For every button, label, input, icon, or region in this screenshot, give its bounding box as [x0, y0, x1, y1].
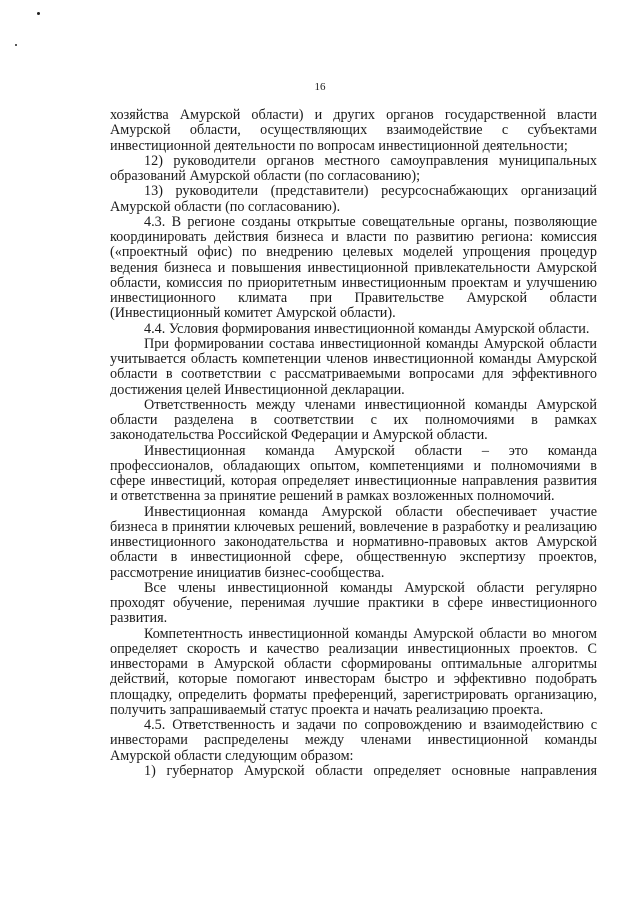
paragraph-continuation: хозяйства Амурской области) и других органов государственной власти Амурской области, осуществляющих взаимодействие с субъектами инвестиционной деятельности по вопросам инвестиционной деятельности;: [110, 107, 597, 154]
section-4-5: 4.5. Ответственность и задачи по сопровождению и взаимодействию с инвесторами распределены между членами инвестиционной команды Амурской области следующим образом:: [110, 717, 597, 764]
paragraph: Инвестиционная команда Амурской области – это команда профессионалов, обладающих опытом, компетенциями и полномочиями в сфере инвестиций, которая определяет инвестиционные направления развития и ответственна за принятие решений в рамках возложенных полномочий.: [110, 442, 597, 505]
paragraph: Все члены инвестиционной команды Амурской области регулярно проходят обучение, перенимая лучшие практики в сфере инвестиционного развития.: [110, 579, 597, 627]
paragraph: Инвестиционная команда Амурской области обеспечивает участие бизнеса в принятии ключевых решений, вовлечение в разработку и реализацию инвестиционного законодательства и нормативно-правовых актов Амурской области в инвестиционной сфере, общественную экспертизу проектов, рассмотрение инициатив бизнес-сообщества.: [110, 503, 597, 581]
list-item-12: 12) руководители органов местного самоуправления муниципальных образований Амурской области (по согласованию);: [110, 152, 597, 184]
section-4-3: 4.3. В регионе созданы открытые совещательные органы, позволяющие координировать действия бизнеса и власти по развитию региона: комиссия («проектный офис) по внедрению целевых моделей упрощения процедур ведения бизнеса и повышения инвестиционной привлекательности Амурской области, комиссия по приоритетным инвестиционным проектам и улучшению инвестиционного климата при Правительстве Амурской области (Инвестиционный комитет Амурской области).: [110, 213, 597, 322]
list-item-1: 1) губернатор Амурской области определяет основные направления: [144, 762, 597, 779]
paragraph: Компетентность инвестиционной команды Амурской области во многом определяет скорость и качество реализации инвестиционных проектов. С инвесторами в Амурской области сформированы оптимальные алгоритмы действий, которые помогают инвесторам быстро и эффективно подобрать площадку, определить форматы преференций, зарегистрировать организацию, получить запрашиваемый статус проекта и начать реализацию проекта.: [110, 625, 597, 718]
scan-speck: [37, 12, 40, 15]
scan-speck: [15, 44, 17, 46]
list-item-13: 13) руководители (представители) ресурсоснабжающих организаций Амурской области (по согласованию).: [110, 183, 597, 215]
section-4-4-heading: 4.4. Условия формирования инвестиционной команды Амурской области.: [144, 320, 590, 337]
paragraph: Ответственность между членами инвестиционной команды Амурской области разделена в соответствии с их полномочиями в рамках законодательства Российской Федерации и Амурской области.: [110, 396, 597, 444]
document-body: [110, 108, 597, 779]
page-number: 16: [314, 81, 326, 93]
paragraph: При формировании состава инвестиционной команды Амурской области учитывается область компетенции членов инвестиционной команды Амурской области в соответствии с рассматриваемыми вопросами для эффективного достижения целей Инвестиционной декларации.: [110, 335, 597, 398]
